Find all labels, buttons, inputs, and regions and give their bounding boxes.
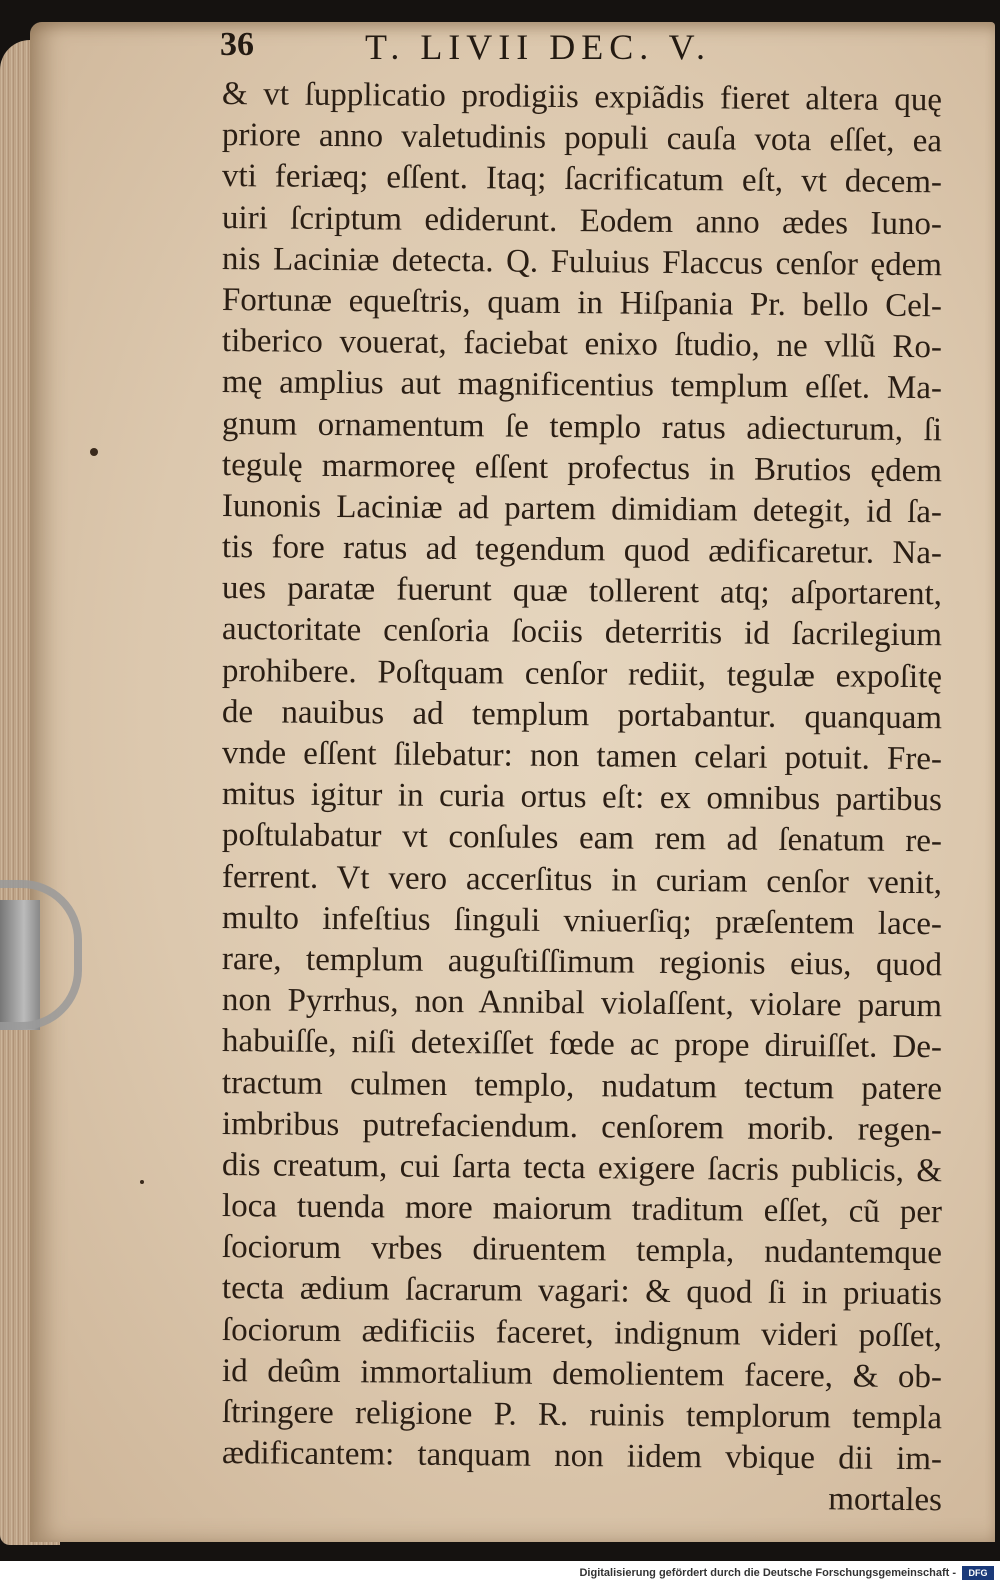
text-line: nis Laciniæ detecta. Q. Fuluius Flaccus cenſor ędem (221, 240, 943, 284)
page-header (220, 26, 960, 70)
text-line: imbribus putrefaciendum. cenſorem morib. regen- (221, 1105, 943, 1148)
running-head: T. LIVII DEC. V. (365, 27, 711, 67)
text-line: priore anno valetudinis populi cauſa vota eſſet, ea (221, 117, 943, 160)
text-line: tiberico vouerat, faciebat enixo ſtudio, ne vllũ Ro- (221, 323, 943, 366)
text-line: gnum ornamentum ſe templo ratus adiecturum, ſi (221, 405, 943, 448)
text-line: auctoritate cenſoria ſociis deterritis id ſacrilegium (221, 611, 943, 654)
text-line: ſociorum ædificiis faceret, indignum videri poſſet, (221, 1311, 943, 1354)
text-line: poſtulabatur vt conſules eam rem ad ſenatum re- (221, 817, 943, 860)
text-line: vnde eſſent ſilebatur: non tamen celari potuit. Fre- (221, 735, 943, 778)
text-line: ſociorum vrbes diruentem templa, nudantemque (221, 1229, 943, 1272)
text-line: tecta ædium ſacrarum vagari: & quod ſi in priuatis (221, 1270, 943, 1313)
text-line: prohibere. Poſtquam cenſor rediit, tegulæ expoſitę (221, 652, 943, 695)
text-line: tis fore ratus ad tegendum quod ædificaretur. Na- (221, 529, 943, 572)
text-line: rare, templum auguſtiſſimum regionis eius, quod (221, 940, 943, 984)
text-line: Fortunæ equeſtris, quam in Hiſpania Pr. bello Cel- (221, 281, 943, 325)
text-line: ues paratæ fuerunt quæ tollerent atq; aſportarent, (221, 570, 943, 613)
text-line: tegulę marmoreę eſſent profectus in Brutios ędem (221, 446, 943, 489)
text-line: & vt ſupplicatio prodigiis expiãdis fieret altera quę (221, 76, 943, 119)
text-line: non Pyrrhus, non Annibal violaſſent, violare parum (221, 982, 943, 1025)
footer-credit: Digitalisierung gefördert durch die Deutsche Forschungsgemeinschaft - (579, 1567, 956, 1579)
text-line: dis creatum, cui ſarta tecta exigere ſacris publicis, & (221, 1146, 943, 1190)
footer-bar (0, 1561, 1000, 1585)
text-line: vti feriæq; eſſent. Itaq; ſacrificatum eſt, vt decem- (221, 158, 943, 201)
text-line: ferrent. Vt vero accerſitus in curiam cenſor venit, (221, 858, 943, 901)
text-line: ædificantem: tanquam non iidem vbique dii im- (221, 1435, 943, 1478)
text-line: tractum culmen templo, nudatum tectum patere (221, 1064, 943, 1107)
folio-number: 36 (220, 26, 254, 63)
text-line: uiri ſcriptum ediderunt. Eodem anno ædes Iuno- (221, 199, 943, 242)
text-line: loca tuenda more maiorum traditum eſſet, cũ per (221, 1188, 943, 1231)
text-line: multo infeſtius ſinguli vniuerſiq; præſentem lace- (221, 899, 943, 943)
text-line: habuiſſe, niſi detexiſſet fœde ac prope diruiſſet. De- (221, 1023, 943, 1066)
text-line: mitus igitur in curia ortus eſt: ex omnibus partibus (221, 776, 943, 819)
dfg-logo: DFG (962, 1566, 994, 1580)
text-line: mortales (828, 1481, 943, 1519)
text-line: mę amplius aut magnificentius templum eſſet. Ma- (221, 364, 943, 407)
ink-speck (140, 1180, 144, 1184)
text-line: id deûm immortalium demolientem facere, & ob- (221, 1352, 943, 1396)
ink-speck (90, 448, 98, 456)
text-line: ſtringere religione P. R. ruinis templorum templa (221, 1394, 943, 1437)
text-line: Iunonis Laciniæ ad partem dimidiam detegit, id ſa- (221, 487, 943, 531)
text-line: de nauibus ad templum portabantur. quanquam (221, 693, 943, 737)
body-text (221, 74, 943, 1519)
